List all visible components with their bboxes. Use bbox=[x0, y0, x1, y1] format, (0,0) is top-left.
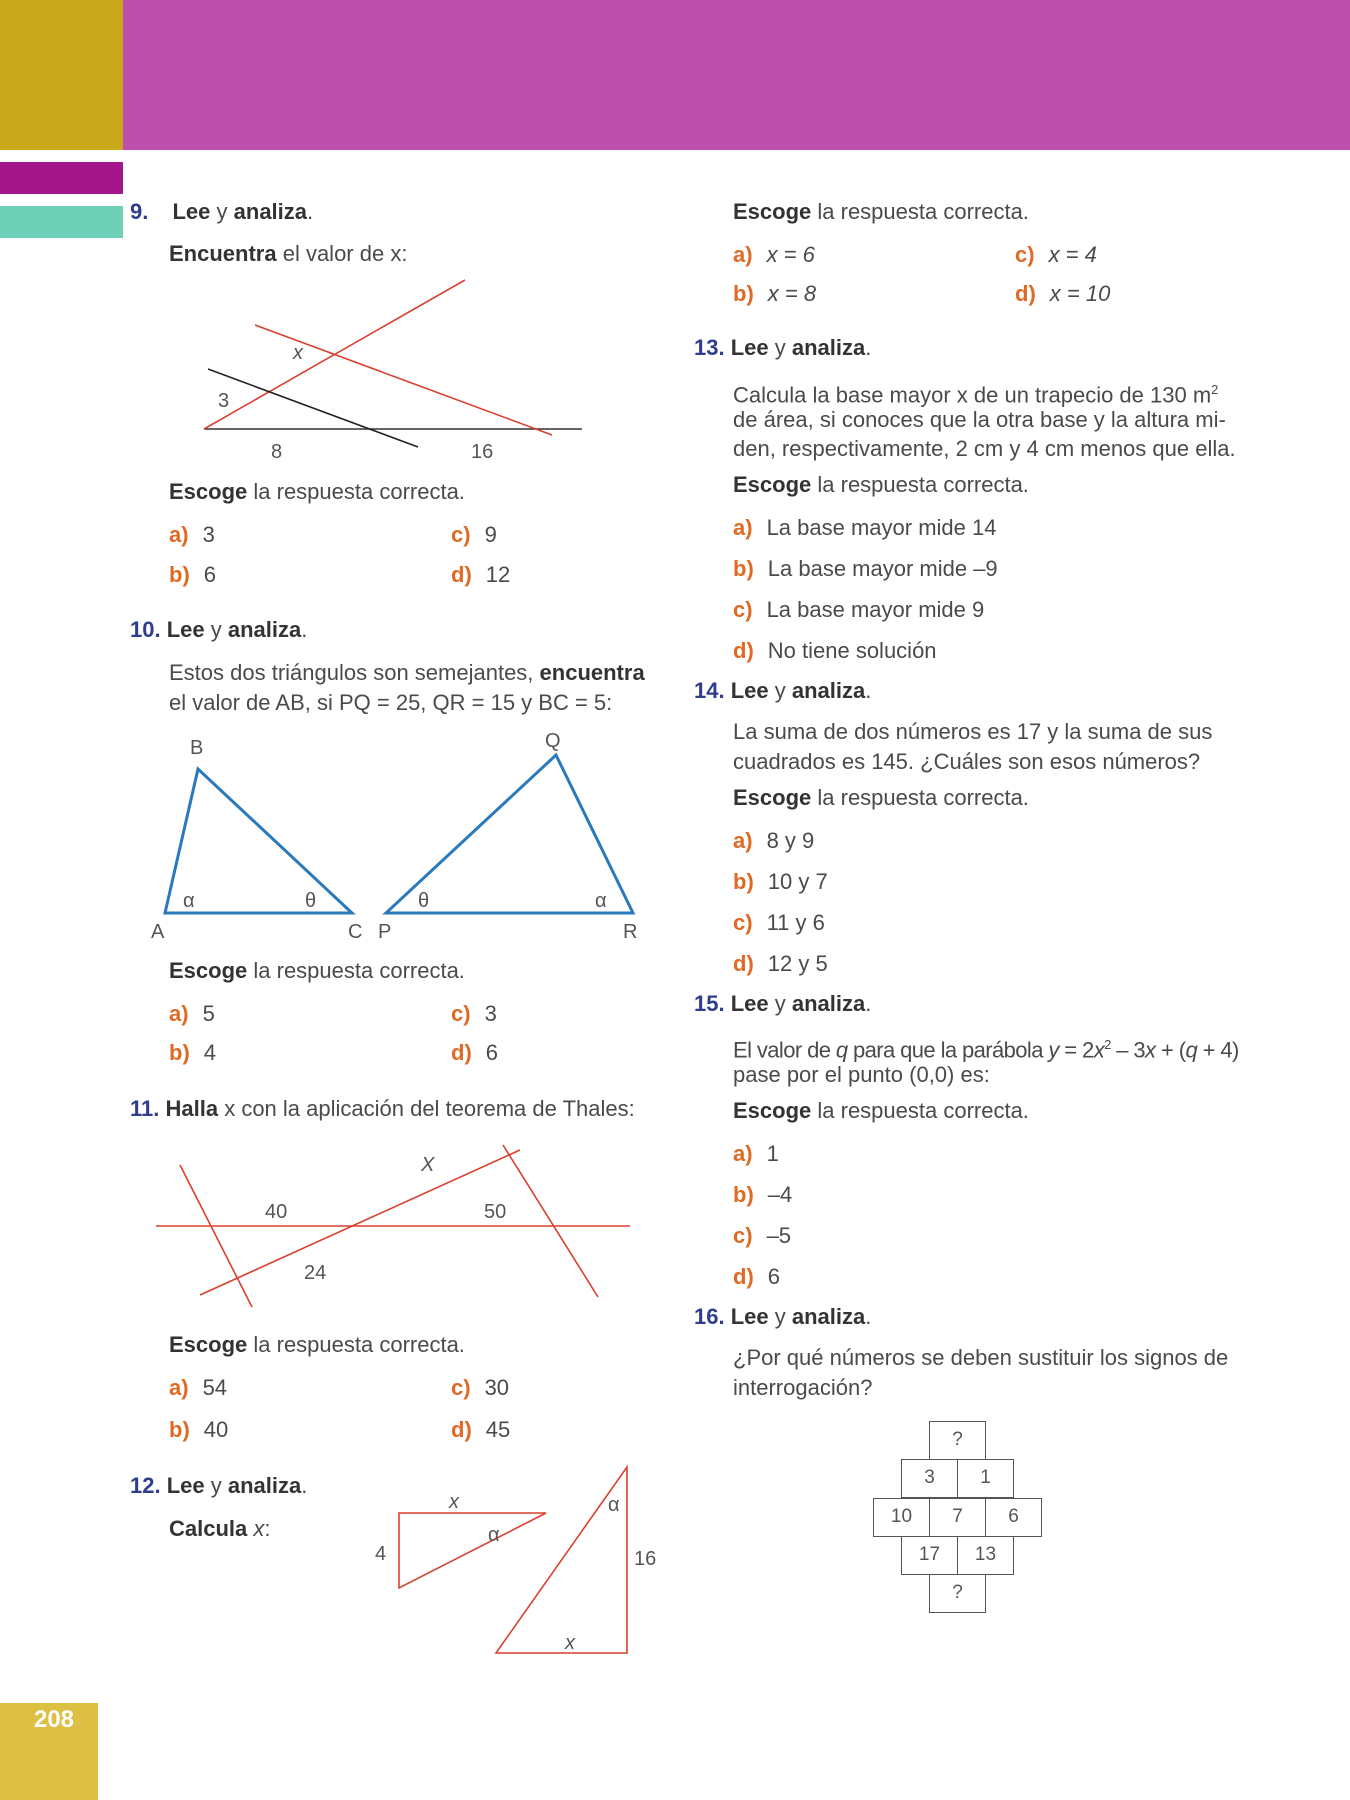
q12-label-16: 16 bbox=[634, 1548, 657, 1570]
q13-option-b[interactable]: b) La base mayor mide –9 bbox=[733, 556, 998, 581]
q11-label-50: 50 bbox=[484, 1201, 507, 1223]
q10-label-R: R bbox=[623, 921, 638, 943]
side-tab-teal bbox=[0, 206, 123, 238]
header-band-purple bbox=[123, 0, 1350, 150]
q11-parallel-1 bbox=[180, 1165, 252, 1307]
q16-line1: ¿Por qué números se deben sustituir los signos de bbox=[733, 1345, 1229, 1370]
q12-label-x-top: x bbox=[449, 1491, 459, 1513]
q9-label-8: 8 bbox=[271, 441, 283, 463]
q12-figure bbox=[370, 1460, 670, 1660]
q11-number: 11. bbox=[130, 1096, 160, 1121]
q10-choose: Escoge la respuesta correcta. bbox=[169, 958, 465, 983]
q14-line1: La suma de dos números es 17 y la suma de sus bbox=[733, 719, 1213, 744]
q15-line2: pase por el punto (0,0) es: bbox=[733, 1062, 990, 1087]
q9-option-c[interactable]: c) 9 bbox=[451, 522, 497, 547]
q12-option-a[interactable]: a) x = 6 bbox=[733, 242, 815, 267]
q12-choose: Escoge la respuesta correcta. bbox=[733, 199, 1029, 224]
q10-angle-alpha-1: α bbox=[183, 890, 195, 912]
q13-line1: Calcula la base mayor x de un trapecio de 130 $m^2$ bbox=[733, 382, 1219, 408]
q10-label-C: C bbox=[348, 921, 363, 943]
grid-cell-r2b: 1 bbox=[957, 1459, 1014, 1498]
header-band-yellow bbox=[0, 0, 123, 150]
q12-small-triangle bbox=[399, 1513, 546, 1588]
q14-choose: Escoge la respuesta correcta. bbox=[733, 785, 1029, 810]
q9-label-3: 3 bbox=[218, 390, 230, 412]
q10-angle-alpha-2: α bbox=[595, 890, 607, 912]
q15-option-d[interactable]: d) 6 bbox=[733, 1264, 781, 1289]
q14-option-b[interactable]: b) 10 y 7 bbox=[733, 869, 828, 894]
q15-number: 15. bbox=[694, 991, 725, 1016]
q15-choose: Escoge la respuesta correcta. bbox=[733, 1098, 1029, 1123]
q11-option-b[interactable]: b) 40 bbox=[169, 1417, 229, 1442]
q9-option-b[interactable]: b) 6 bbox=[169, 562, 217, 587]
q11-oblique-line bbox=[200, 1150, 520, 1295]
q14-option-c[interactable]: c) 11 y 6 bbox=[733, 910, 825, 935]
grid-cell-bottom[interactable]: ? bbox=[929, 1574, 986, 1613]
q16-number-grid bbox=[873, 1421, 1043, 1617]
q10-label-P: P bbox=[378, 921, 392, 943]
grid-cell-r4b: 13 bbox=[957, 1536, 1014, 1575]
q12-number: 12. bbox=[130, 1473, 161, 1498]
q11-figure bbox=[150, 1135, 640, 1315]
q10-option-b[interactable]: b) 4 bbox=[169, 1040, 217, 1065]
page-number: 208 bbox=[33, 1706, 75, 1733]
q10-label-B: B bbox=[190, 737, 204, 759]
q16-line2: interrogación? bbox=[733, 1375, 873, 1400]
q10-heading: 10. Lee y analiza. bbox=[130, 617, 308, 642]
q15-option-c[interactable]: c) –5 bbox=[733, 1223, 792, 1248]
q9-option-d[interactable]: d) 12 bbox=[451, 562, 511, 587]
q14-number: 14. bbox=[694, 678, 725, 703]
q13-line3: den, respectivamente, 2 cm y 4 cm menos que ella. bbox=[733, 436, 1236, 461]
q11-choose: Escoge la respuesta correcta. bbox=[169, 1332, 465, 1357]
q10-angle-theta-1: θ bbox=[305, 890, 317, 912]
q10-figure bbox=[145, 725, 655, 950]
q12-heading: 12. Lee y analiza. bbox=[130, 1473, 308, 1498]
grid-cell-r2a: 3 bbox=[901, 1459, 958, 1498]
q11-option-c[interactable]: c) 30 bbox=[451, 1375, 510, 1400]
q10-label-Q: Q bbox=[545, 730, 561, 752]
q13-line2: de área, si conoces que la otra base y la altura mi- bbox=[733, 407, 1226, 432]
q11-label-24: 24 bbox=[304, 1262, 327, 1284]
grid-cell-r3a: 10 bbox=[873, 1498, 930, 1537]
q10-option-c[interactable]: c) 3 bbox=[451, 1001, 497, 1026]
q12-option-c[interactable]: c) x = 4 bbox=[1015, 242, 1097, 267]
q12-angle-alpha-1: α bbox=[488, 1524, 500, 1546]
q13-option-a[interactable]: a) La base mayor mide 14 bbox=[733, 515, 997, 540]
q10-label-A: A bbox=[151, 921, 165, 943]
q9-option-a[interactable]: a) 3 bbox=[169, 522, 215, 547]
q11-label-X: X bbox=[421, 1154, 435, 1176]
q15-option-b[interactable]: b) –4 bbox=[733, 1182, 793, 1207]
q9-instruction: Encuentra el valor de x: bbox=[169, 241, 408, 266]
q16-number: 16. bbox=[694, 1304, 725, 1329]
q12-angle-alpha-2: α bbox=[608, 1494, 620, 1516]
q13-heading: 13. Lee y analiza. bbox=[694, 335, 872, 360]
q10-angle-theta-2: θ bbox=[418, 890, 430, 912]
q11-label-40: 40 bbox=[265, 1201, 288, 1223]
q11-heading: 11. Halla x con la aplicación del teorema de Thales: bbox=[130, 1096, 635, 1121]
q12-label-4: 4 bbox=[375, 1543, 387, 1565]
q14-option-d[interactable]: d) 12 y 5 bbox=[733, 951, 828, 976]
q12-instruction: Calcula x: bbox=[169, 1516, 271, 1541]
q13-option-c[interactable]: c) La base mayor mide 9 bbox=[733, 597, 985, 622]
q11-option-d[interactable]: d) 45 bbox=[451, 1417, 511, 1442]
q14-heading: 14. Lee y analiza. bbox=[694, 678, 872, 703]
q15-option-a[interactable]: a) 1 bbox=[733, 1141, 779, 1166]
q13-option-d[interactable]: d) No tiene solución bbox=[733, 638, 937, 663]
q14-option-a[interactable]: a) 8 y 9 bbox=[733, 828, 815, 853]
q10-option-d[interactable]: d) 6 bbox=[451, 1040, 499, 1065]
q12-label-x-bottom: x bbox=[565, 1632, 575, 1654]
q9-number: 9. bbox=[130, 199, 149, 224]
q13-choose: Escoge la respuesta correcta. bbox=[733, 472, 1029, 497]
q10-number: 10. bbox=[130, 617, 161, 642]
grid-cell-top[interactable]: ? bbox=[929, 1421, 986, 1460]
grid-cell-r4a: 17 bbox=[901, 1536, 958, 1575]
q10-option-a[interactable]: a) 5 bbox=[169, 1001, 215, 1026]
q15-heading: 15. Lee y analiza. bbox=[694, 991, 872, 1016]
q11-option-a[interactable]: a) 54 bbox=[169, 1375, 228, 1400]
q13-number: 13. bbox=[694, 335, 725, 360]
q9-figure bbox=[195, 270, 595, 470]
q9-choose: Escoge la respuesta correcta. bbox=[169, 479, 465, 504]
q16-heading: 16. Lee y analiza. bbox=[694, 1304, 872, 1329]
grid-cell-r3b: 7 bbox=[929, 1498, 986, 1537]
grid-cell-r3c: 6 bbox=[985, 1498, 1042, 1537]
q11-parallel-2 bbox=[503, 1145, 598, 1297]
q10-line2: el valor de AB, si PQ = 25, QR = 15 y BC = 5: bbox=[169, 690, 613, 715]
q9-label-16: 16 bbox=[471, 441, 494, 463]
q12-option-b[interactable]: b) x = 8 bbox=[733, 281, 817, 306]
q12-option-d[interactable]: d) x = 10 bbox=[1015, 281, 1111, 306]
q15-line1: El valor de q para que la parábola $y = 2x^2 - 3x + (q + 4)$ bbox=[733, 1037, 1239, 1063]
q14-line2: cuadrados es 145. ¿Cuáles son esos números? bbox=[733, 749, 1201, 774]
side-tab-magenta bbox=[0, 162, 123, 194]
q9-heading: 9. Lee y analiza. bbox=[130, 199, 314, 224]
q9-label-x: x bbox=[293, 342, 303, 364]
q10-line1: Estos dos triángulos son semejantes, encuentra bbox=[169, 660, 645, 685]
